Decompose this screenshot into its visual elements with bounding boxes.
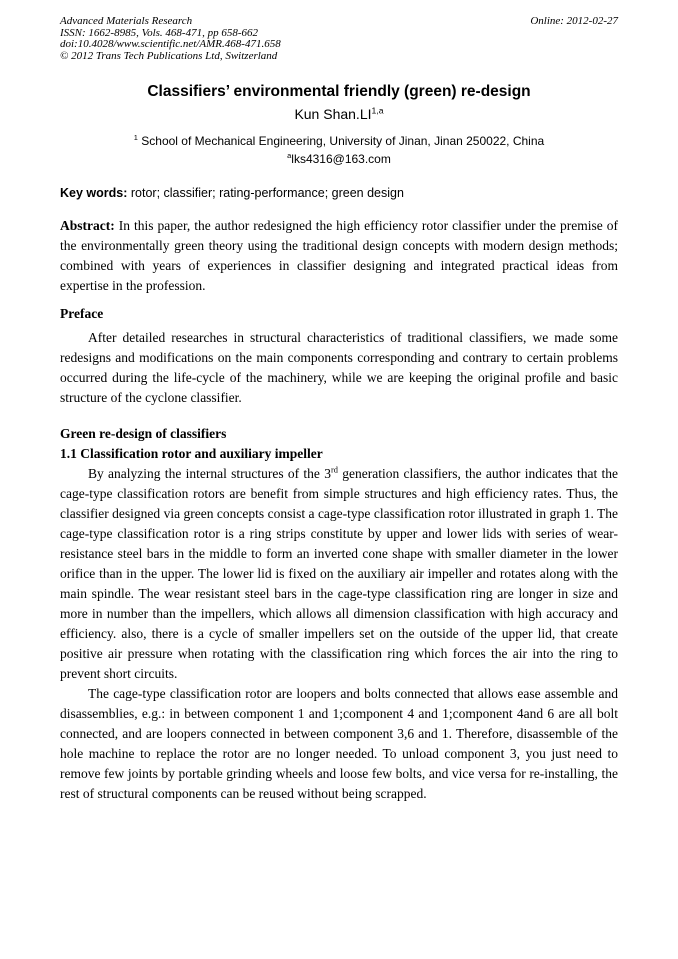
online-date: Online: 2012-02-27	[530, 15, 618, 27]
publication-header	[60, 16, 618, 62]
rotor-paragraph-1-rest: generation classifiers, the author indicates that the cage-type classification rotors are benefit from simple structures and high efficiency rates. Thus, the classifier designed via green concepts consist a cage-type classification rotor illustrated in graph 1. The cage-type classification rotor is a ring strips constitute by upper and lower lids with series of wear-resistance steel bars in the middle to form an inverted cone shape with smaller diameter in the lower orifice than in the upper. The lower lid is fixed on the auxiliary air impeller and rotates along with the main spindle. The wear resistant steel bars in the cage-type classification ring are longer in size and more in number than the impellers, which allows all dimension classification with high accuracy and efficiency. also, there is a cycle of smaller impellers set on the outside of the upper lid, that create positive air pressure when rotating with the classification ring which forces the air into the ring to prevent short circuits.	[60, 466, 618, 682]
rotor-paragraph-2: The cage-type classification rotor are loopers and bolts connected that allows ease assemble and disassemblies, e.g.: in between component 1 and 1;component 4 and 1;component 4and 6 are all bolt connected, and are loopers connected in between component 3,6 and 1. Therefore, disassemble of the hole machine to replace the rotor are no longer needed. To unload component 3, you just need to remove few joints by portable grinding wheels and loose few bolts, and vice versa for re-installing, the rest of structural components can be reused without being scrapped.	[60, 686, 618, 802]
abstract-text: In this paper, the author redesigned the high efficiency rotor classifier under the premise of the environmentally green theory using the traditional design concepts with modern design methods; combined with years of experiences in classifier designing and integrated practical ideas from expertise in the profession.	[60, 218, 618, 294]
email-line	[60, 152, 618, 167]
issn-line: ISSN: 1662-8985, Vols. 468-471, pp 658-662	[60, 26, 258, 39]
abstract-paragraph	[60, 216, 618, 296]
doi-line: doi:10.4028/www.scientific.net/AMR.468-471.658	[60, 38, 281, 51]
affiliation-text: School of Mechanical Engineering, University of Jinan, Jinan 250022, China	[141, 134, 545, 149]
green-section-heading: Green re-design of classifiers	[60, 426, 227, 442]
author-name: Kun Shan.LI	[294, 106, 372, 123]
email-text: lks4316@163.com	[291, 152, 391, 167]
author-line	[60, 106, 618, 123]
keywords-text: rotor; classifier; rating-performance; green design	[130, 186, 404, 201]
publication-info	[60, 16, 281, 62]
preface-paragraph: After detailed researches in structural characteristics of traditional classifiers, we made some redesigns and modifications on the main components corresponding and contrary to certain problems occurred during the life-cycle of the machinery, while we are keeping the original profile and basic structure of the cyclone classifier.	[60, 330, 618, 406]
copyright-line: © 2012 Trans Tech Publications Ltd, Switzerland	[60, 49, 278, 62]
abstract-label: Abstract:	[60, 218, 115, 234]
keywords-label: Key words:	[60, 186, 128, 201]
green-subsection-heading: 1.1 Classification rotor and auxiliary impeller	[60, 446, 323, 462]
rotor-paragraph-1-start: By analyzing the internal structures of the 3	[88, 466, 331, 482]
email-superscript: a	[287, 151, 292, 161]
paper-title: Classifiers’ environmental friendly (green) re-design	[147, 83, 531, 101]
rotor-paragraph-1	[60, 464, 618, 684]
preface-heading: Preface	[60, 306, 104, 322]
ordinal-superscript: rd	[330, 465, 338, 475]
affiliation-line	[60, 134, 618, 149]
affiliation-superscript: 1	[133, 133, 138, 143]
author-superscript: 1,a	[371, 105, 384, 116]
keywords-line	[60, 186, 618, 201]
journal-name: Advanced Materials Research	[60, 15, 193, 27]
